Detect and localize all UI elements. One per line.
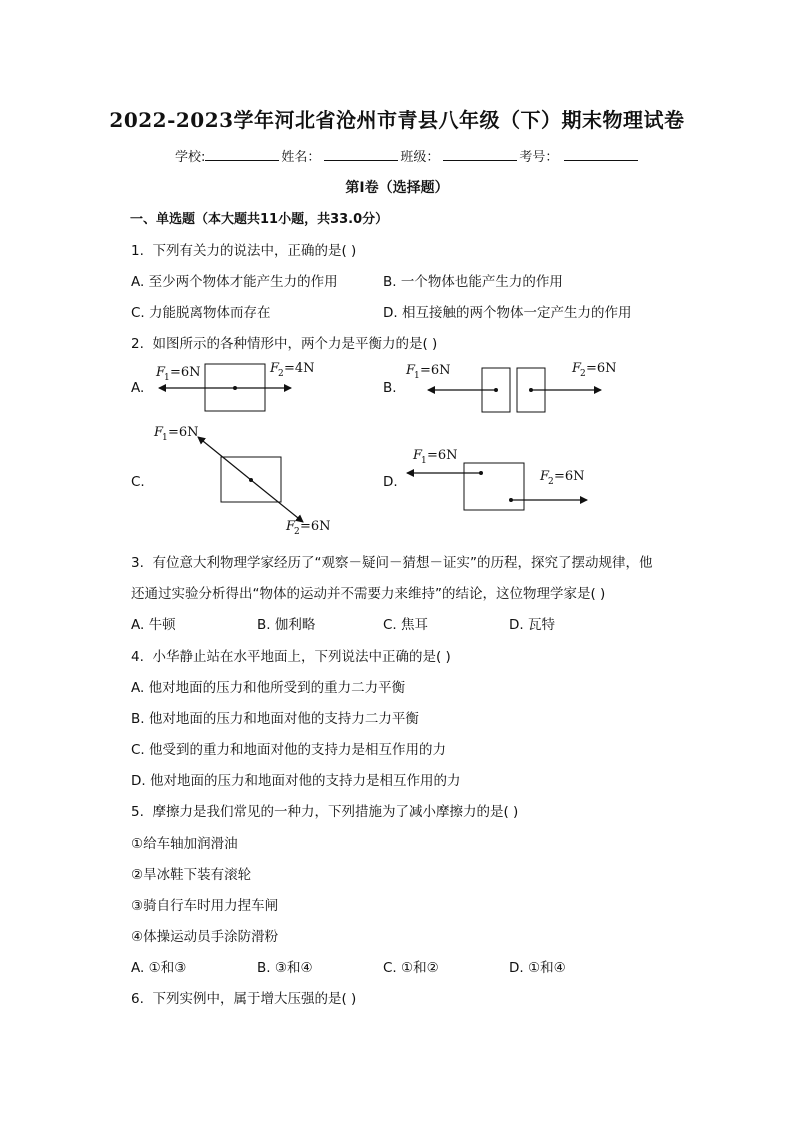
q1-option-c[interactable] bbox=[131, 301, 271, 321]
f2-value: =6N bbox=[554, 469, 585, 484]
name-blank[interactable] bbox=[324, 159, 398, 161]
question-number: 5. bbox=[131, 804, 144, 820]
q5-option-a[interactable] bbox=[131, 956, 186, 976]
diagram-a bbox=[150, 356, 320, 416]
question-text: 摩擦力是我们常见的一种力，下列措施为了减小摩擦力的是( ) bbox=[152, 804, 519, 820]
question-text: 下列有关力的说法中，正确的是( ) bbox=[152, 243, 357, 259]
q5-item-1: ①给车轴加润滑油 bbox=[131, 836, 238, 852]
question-number: 1. bbox=[131, 243, 144, 259]
q2-option-a-label[interactable]: A. bbox=[131, 380, 145, 396]
option-text: 他对地面的压力和地面对他的支持力是相互作用的力 bbox=[149, 773, 461, 789]
f1-value: =6N bbox=[168, 425, 199, 440]
option-label: B. bbox=[131, 711, 145, 727]
question-3-line2: 还通过实验分析得出“物体的运动并不需要力来维持”的结论，这位物理学家是( ) bbox=[131, 586, 606, 602]
option-text: ①和② bbox=[401, 960, 439, 976]
option-text: 力能脱离物体而存在 bbox=[149, 305, 271, 321]
option-text: 至少两个物体才能产生力的作用 bbox=[148, 274, 338, 290]
diagram-b bbox=[400, 356, 630, 418]
f1-subscript: 1 bbox=[421, 456, 427, 466]
q5-item-4: ④体操运动员手涂防滑粉 bbox=[131, 929, 279, 945]
option-text: 瓦特 bbox=[527, 617, 555, 633]
option-text: 他受到的重力和地面对他的支持力是相互作用的力 bbox=[149, 742, 447, 758]
option-text: 伽利略 bbox=[274, 617, 316, 633]
q3-option-a[interactable] bbox=[131, 613, 176, 633]
q5-item-2: ②旱冰鞋下装有滚轮 bbox=[131, 867, 252, 883]
option-label: C. bbox=[131, 305, 145, 321]
f1-value: =6N bbox=[427, 448, 458, 463]
f1-value: =6N bbox=[170, 365, 201, 380]
f2-subscript: 2 bbox=[294, 527, 300, 537]
f1-subscript: 1 bbox=[414, 371, 420, 381]
question-text: 如图所示的各种情形中，两个力是平衡力的是( ) bbox=[152, 336, 438, 352]
f1-symbol: F bbox=[413, 448, 423, 463]
option-label: C. bbox=[383, 960, 397, 976]
q5-option-c[interactable] bbox=[383, 956, 439, 976]
q4-option-d[interactable] bbox=[131, 769, 460, 789]
option-label: D. bbox=[131, 773, 146, 789]
q4-option-a[interactable] bbox=[131, 676, 405, 696]
f1-symbol: F bbox=[154, 425, 164, 440]
option-label: A. bbox=[131, 680, 145, 696]
question-number: 6. bbox=[131, 991, 144, 1007]
question-1 bbox=[131, 239, 356, 259]
part-heading: 一、单选题（本大题共11小题，共33.0分） bbox=[130, 212, 389, 227]
question-text: 下列实例中，属于增大压强的是( ) bbox=[152, 991, 357, 1007]
question-number: 3. bbox=[131, 555, 144, 571]
option-text: ③和④ bbox=[274, 960, 313, 976]
q1-option-d[interactable] bbox=[383, 301, 631, 321]
f1-symbol: F bbox=[406, 363, 416, 378]
q4-option-b[interactable] bbox=[131, 707, 419, 727]
question-text-line1: 有位意大利物理学家经历了“观察－疑问－猜想－证实”的历程，探究了摆动规律，他 bbox=[152, 555, 653, 571]
f2-value: =6N bbox=[586, 361, 617, 376]
class-label: 班级： bbox=[400, 150, 440, 165]
option-text: ①和④ bbox=[527, 960, 566, 976]
f1-subscript: 1 bbox=[162, 433, 168, 443]
option-label: A. bbox=[131, 274, 145, 290]
question-4 bbox=[131, 645, 451, 665]
force-arrow-f2 bbox=[251, 480, 303, 522]
option-label: D. bbox=[509, 617, 524, 633]
f1-symbol: F bbox=[156, 365, 166, 380]
option-text: 焦耳 bbox=[401, 617, 429, 633]
class-blank[interactable] bbox=[443, 159, 517, 161]
exam-no-label: 考号： bbox=[519, 150, 559, 165]
question-number: 2. bbox=[131, 336, 144, 352]
diagram-c bbox=[148, 420, 338, 540]
question-6 bbox=[131, 987, 356, 1007]
section-title: 第I卷（选择题） bbox=[345, 180, 449, 196]
q4-option-c[interactable] bbox=[131, 738, 446, 758]
page-title: 2022-2023学年河北省沧州市青县八年级（下）期末物理试卷 bbox=[109, 108, 685, 132]
school-blank[interactable] bbox=[205, 159, 279, 161]
f2-value: =6N bbox=[300, 519, 331, 534]
q3-option-b[interactable] bbox=[257, 613, 315, 633]
f2-symbol: F bbox=[270, 361, 280, 376]
f2-subscript: 2 bbox=[278, 369, 284, 379]
f2-value: =4N bbox=[284, 361, 315, 376]
q2-option-d-label[interactable]: D. bbox=[383, 474, 398, 490]
q1-option-a[interactable] bbox=[131, 270, 338, 290]
f2-symbol: F bbox=[286, 519, 296, 534]
q2-option-c-label[interactable]: C. bbox=[131, 474, 145, 490]
option-text: 他对地面的压力和地面对他的支持力二力平衡 bbox=[148, 711, 419, 727]
q5-option-b[interactable] bbox=[257, 956, 313, 976]
q1-option-b[interactable] bbox=[383, 270, 563, 290]
q5-option-d[interactable] bbox=[509, 956, 566, 976]
f2-subscript: 2 bbox=[548, 477, 554, 487]
option-label: C. bbox=[383, 617, 397, 633]
option-label: D. bbox=[383, 305, 398, 321]
question-3 bbox=[131, 551, 652, 571]
question-5 bbox=[131, 800, 518, 820]
q5-item-3: ③骑自行车时用力捏车闸 bbox=[131, 898, 279, 914]
question-text: 小华静止站在水平地面上，下列说法中正确的是( ) bbox=[152, 649, 451, 665]
student-info-line bbox=[175, 146, 638, 165]
f1-subscript: 1 bbox=[164, 373, 170, 383]
option-text: 相互接触的两个物体一定产生力的作用 bbox=[401, 305, 632, 321]
question-number: 4. bbox=[131, 649, 144, 665]
exam-no-blank[interactable] bbox=[564, 159, 638, 161]
option-label: B. bbox=[383, 274, 397, 290]
f2-symbol: F bbox=[540, 469, 550, 484]
option-text: 牛顿 bbox=[148, 617, 176, 633]
q3-option-d[interactable] bbox=[509, 613, 555, 633]
option-label: B. bbox=[257, 617, 271, 633]
name-label: 姓名： bbox=[281, 150, 321, 165]
school-label: 学校: bbox=[175, 150, 206, 165]
f2-subscript: 2 bbox=[580, 369, 586, 379]
q2-option-b-label[interactable]: B. bbox=[383, 380, 397, 396]
f1-value: =6N bbox=[420, 363, 451, 378]
option-label: A. bbox=[131, 960, 145, 976]
q3-option-c[interactable] bbox=[383, 613, 428, 633]
option-label: B. bbox=[257, 960, 271, 976]
option-text: 一个物体也能产生力的作用 bbox=[400, 274, 563, 290]
option-label: D. bbox=[509, 960, 524, 976]
option-label: C. bbox=[131, 742, 145, 758]
block bbox=[464, 463, 524, 510]
question-2 bbox=[131, 332, 437, 352]
option-label: A. bbox=[131, 617, 145, 633]
option-text: 他对地面的压力和他所受到的重力二力平衡 bbox=[148, 680, 406, 696]
force-arrow-f1 bbox=[198, 437, 251, 480]
diagram-d bbox=[400, 442, 620, 522]
option-text: ①和③ bbox=[148, 960, 187, 976]
f2-symbol: F bbox=[572, 361, 582, 376]
